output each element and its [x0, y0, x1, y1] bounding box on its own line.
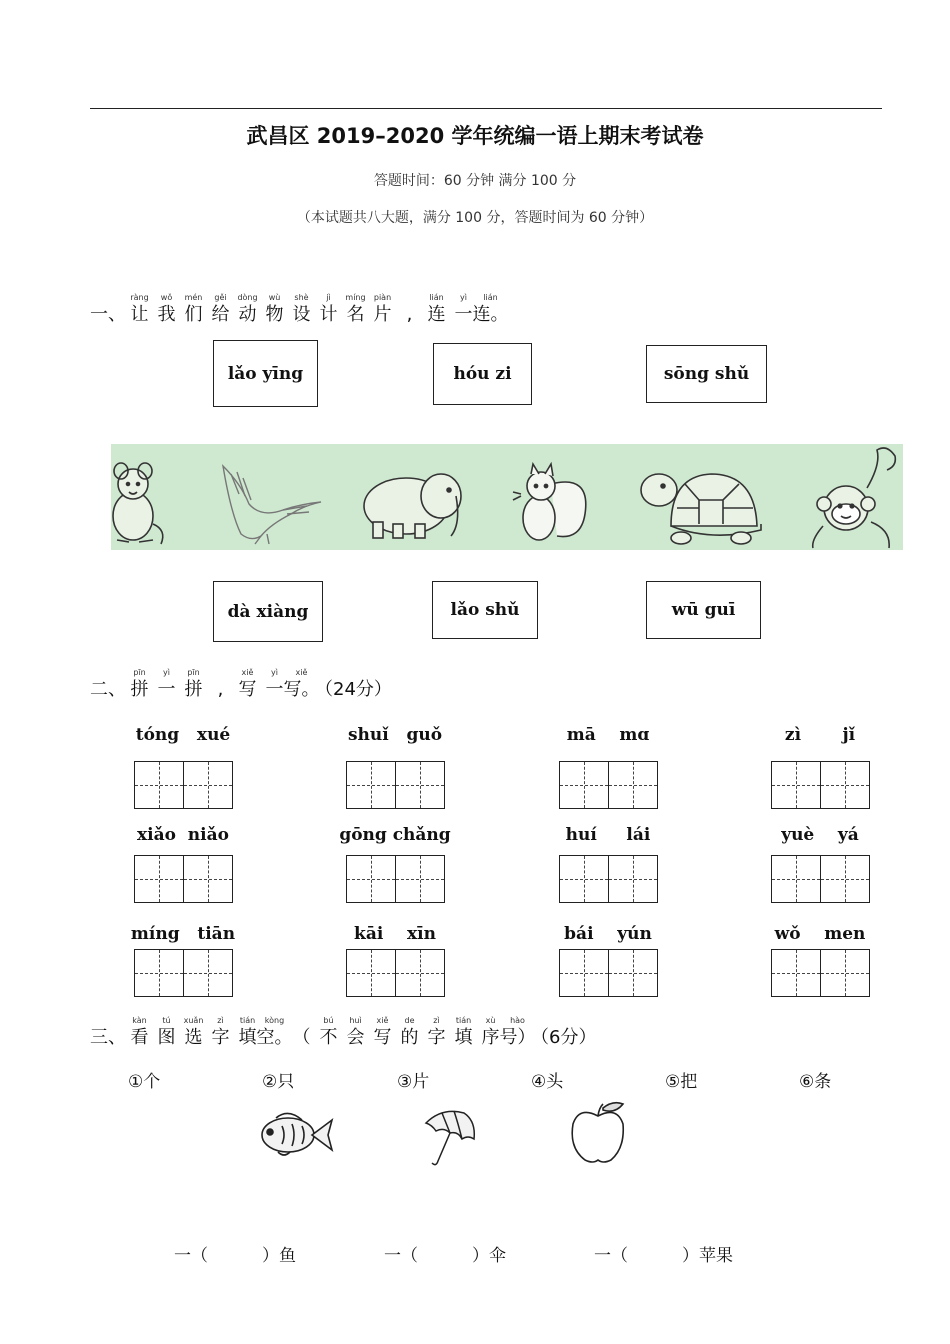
section1-char-6 [288, 293, 315, 327]
elephant-icon[interactable] [364, 474, 461, 538]
page-title: 武昌区 2019–2020 学年统编一语上期末考试卷 [246, 124, 704, 148]
writing-grid-2 [559, 761, 656, 809]
hanzi-character: 写。 [283, 679, 320, 700]
animal-band [111, 444, 903, 550]
eagle-icon[interactable] [223, 466, 321, 544]
pinyin-annotation: zì [217, 1016, 224, 1025]
section2-char-3 [207, 668, 234, 702]
writing-cell[interactable] [820, 949, 870, 997]
writing-cell[interactable] [608, 761, 658, 809]
pinyin-annotation: lián [429, 293, 444, 302]
pinyin-annotation: yì [460, 293, 467, 302]
mouse-icon[interactable] [113, 463, 163, 544]
hanzi-character: , [217, 679, 224, 700]
blank-fish[interactable]: 一（ ）鱼 [174, 1246, 297, 1266]
pinyin-annotation: xiě [295, 668, 308, 677]
writing-grid-1 [346, 761, 443, 809]
pinyin-word-3: zì jǐ [784, 725, 856, 745]
turtle-icon[interactable] [641, 474, 761, 544]
hanzi-character: 不 [319, 1027, 338, 1048]
pinyin-word-2: mā mɑ [566, 725, 650, 745]
option-3: ③片 [397, 1072, 430, 1092]
monkey-icon[interactable] [813, 448, 896, 548]
section3-char-8 [342, 1016, 369, 1050]
card-song-shu[interactable]: sōng shǔ [646, 345, 767, 403]
time-info: 答题时间：60 分钟 满分 100 分 [373, 173, 577, 189]
writing-cell[interactable] [183, 855, 233, 903]
writing-cell[interactable] [820, 855, 870, 903]
section1-char-1 [153, 293, 180, 327]
pinyin-annotation: tián [239, 1016, 256, 1025]
pinyin-annotation: hào [510, 1016, 525, 1025]
writing-cell[interactable] [559, 855, 609, 903]
hanzi-character: 连。 [472, 304, 509, 325]
pinyin-annotation: pīn [187, 668, 200, 677]
card-da-xiang[interactable]: dà xiàng [213, 581, 323, 642]
writing-cell[interactable] [608, 949, 658, 997]
hanzi-character: 片 [373, 304, 392, 325]
hanzi-character: 让 [130, 304, 149, 325]
writing-grid-8 [134, 949, 231, 997]
pinyin-word-0: tóng xué [135, 725, 231, 745]
writing-cell[interactable] [771, 949, 821, 997]
pinyin-annotation: xiě [376, 1016, 389, 1025]
writing-cell[interactable] [134, 761, 184, 809]
writing-cell[interactable] [559, 761, 609, 809]
section1-heading [90, 293, 509, 327]
section3-char-2 [180, 1016, 207, 1050]
section3-char-5 [256, 1016, 293, 1050]
blank-umbrella[interactable]: 一（ ）伞 [384, 1246, 507, 1266]
section2-prefix: 二、 [90, 679, 126, 700]
section3-char-3 [207, 1016, 234, 1050]
pinyin-annotation: míng [345, 293, 366, 302]
section1-char-2 [180, 293, 207, 327]
section2-char-0 [126, 668, 153, 702]
pinyin-annotation: dòng [237, 293, 258, 302]
hanzi-character: 的 [400, 1027, 419, 1048]
writing-cell[interactable] [395, 855, 445, 903]
writing-grid-9 [346, 949, 443, 997]
section1-char-10 [396, 293, 423, 327]
writing-grid-10 [559, 949, 656, 997]
section2-score: （24分） [315, 679, 392, 700]
hanzi-character: 设 [292, 304, 311, 325]
section3-heading [90, 1016, 596, 1050]
writing-grid-7 [771, 855, 868, 903]
writing-cell[interactable] [346, 855, 396, 903]
section1-char-4 [234, 293, 261, 327]
writing-cell[interactable] [346, 761, 396, 809]
writing-cell[interactable] [134, 855, 184, 903]
card-hou-zi[interactable]: hóu zi [433, 343, 532, 405]
section3-prefix: 三、 [90, 1027, 126, 1048]
top-rule [90, 108, 882, 109]
section1-char-11 [423, 293, 450, 327]
pinyin-annotation: pīn [133, 668, 146, 677]
umbrella-icon [422, 1107, 480, 1169]
hanzi-character: 图 [157, 1027, 176, 1048]
hanzi-character: 我 [157, 304, 176, 325]
hanzi-character: 序 [481, 1027, 500, 1048]
hanzi-character: , [406, 304, 413, 325]
pinyin-annotation: kàn [132, 1016, 147, 1025]
option-1: ①个 [128, 1072, 161, 1092]
section3-char-6 [288, 1016, 315, 1050]
pinyin-word-9: kāi xīn [354, 924, 436, 944]
hanzi-character: 选 [184, 1027, 203, 1048]
pinyin-word-11: wǒ men [774, 924, 866, 944]
section3-char-12 [450, 1016, 477, 1050]
option-2: ②只 [262, 1072, 295, 1092]
hanzi-character: 拼 [184, 679, 203, 700]
section3-char-11 [423, 1016, 450, 1050]
writing-cell[interactable] [559, 949, 609, 997]
writing-grid-5 [346, 855, 443, 903]
option-6: ⑥条 [799, 1072, 832, 1092]
section1-char-5 [261, 293, 288, 327]
section3-score: （6分） [531, 1027, 597, 1048]
pinyin-word-4: xiǎo niǎo [137, 825, 229, 845]
hanzi-character: 计 [319, 304, 338, 325]
fish-icon [256, 1108, 334, 1160]
writing-grid-0 [134, 761, 231, 809]
pinyin-annotation: xuǎn [183, 1016, 204, 1025]
apple-icon [567, 1100, 629, 1164]
section1-char-13 [472, 293, 509, 327]
section3-char-10 [396, 1016, 423, 1050]
hanzi-character: 写 [238, 679, 257, 700]
pinyin-annotation: huì [349, 1016, 362, 1025]
writing-cell[interactable] [820, 761, 870, 809]
section2-heading [90, 668, 392, 702]
hanzi-character: 填 [454, 1027, 473, 1048]
writing-cell[interactable] [608, 855, 658, 903]
pinyin-annotation: wù [268, 293, 281, 302]
hanzi-character: 拼 [130, 679, 149, 700]
section2-char-4 [234, 668, 261, 702]
writing-grid-3 [771, 761, 868, 809]
hanzi-character: 号） [499, 1027, 536, 1048]
option-5: ⑤把 [665, 1072, 698, 1092]
pinyin-annotation: xiě [241, 668, 254, 677]
pinyin-annotation: bú [323, 1016, 334, 1025]
section1-char-7 [315, 293, 342, 327]
writing-cell[interactable] [183, 761, 233, 809]
card-lao-ying[interactable]: lǎo yīng [213, 340, 318, 407]
writing-cell[interactable] [183, 949, 233, 997]
section1-prefix: 一、 [90, 304, 126, 325]
hanzi-character: 字 [427, 1027, 446, 1048]
pinyin-word-7: yuè yá [781, 825, 859, 845]
writing-cell[interactable] [134, 949, 184, 997]
hanzi-character: 看 [130, 1027, 149, 1048]
section3-char-7 [315, 1016, 342, 1050]
writing-cell[interactable] [395, 949, 445, 997]
blank-apple[interactable]: 一（ ）苹果 [594, 1246, 734, 1266]
pinyin-annotation: xù [485, 1016, 496, 1025]
hanzi-character: 们 [184, 304, 203, 325]
writing-grid-4 [134, 855, 231, 903]
hanzi-character: （ [292, 1027, 311, 1048]
pinyin-word-5: gōng chǎng [339, 825, 451, 845]
hanzi-character: 一 [454, 304, 473, 325]
pinyin-annotation: yì [163, 668, 170, 677]
pinyin-annotation: lián [483, 293, 498, 302]
option-4: ④头 [531, 1072, 564, 1092]
section1-char-8 [342, 293, 369, 327]
writing-cell[interactable] [771, 855, 821, 903]
pinyin-annotation: tián [455, 1016, 472, 1025]
hanzi-character: 动 [238, 304, 257, 325]
writing-cell[interactable] [771, 761, 821, 809]
writing-grid-11 [771, 949, 868, 997]
hanzi-character: 会 [346, 1027, 365, 1048]
writing-cell[interactable] [395, 761, 445, 809]
writing-cell[interactable] [346, 949, 396, 997]
section3-char-14 [499, 1016, 536, 1050]
card-lao-shu[interactable]: lǎo shǔ [432, 581, 538, 639]
section3-char-0 [126, 1016, 153, 1050]
pinyin-annotation: mén [184, 293, 203, 302]
pinyin-annotation: piàn [373, 293, 392, 302]
pinyin-annotation: jì [326, 293, 331, 302]
hanzi-character: 名 [346, 304, 365, 325]
pinyin-annotation: shè [294, 293, 309, 302]
hanzi-character: 物 [265, 304, 284, 325]
section1-char-0 [126, 293, 153, 327]
exam-note: （本试题共八大题，满分 100 分，答题时间为 60 分钟） [296, 210, 654, 226]
pinyin-annotation: de [404, 1016, 415, 1025]
section1-char-9 [369, 293, 396, 327]
squirrel-icon[interactable] [513, 464, 586, 540]
hanzi-character: 字 [211, 1027, 230, 1048]
card-wu-gui[interactable]: wū guī [646, 581, 761, 639]
pinyin-annotation: zì [433, 1016, 440, 1025]
hanzi-character: 一 [157, 679, 176, 700]
pinyin-annotation: gěi [214, 293, 227, 302]
section3-char-9 [369, 1016, 396, 1050]
hanzi-character: 连 [427, 304, 446, 325]
section1-char-3 [207, 293, 234, 327]
hanzi-character: 填 [238, 1027, 257, 1048]
section2-char-1 [153, 668, 180, 702]
hanzi-character: 一 [265, 679, 284, 700]
section2-char-2 [180, 668, 207, 702]
pinyin-annotation: kòng [264, 1016, 285, 1025]
section3-char-1 [153, 1016, 180, 1050]
pinyin-annotation: tú [162, 1016, 171, 1025]
hanzi-character: 空。 [256, 1027, 293, 1048]
writing-grid-6 [559, 855, 656, 903]
pinyin-annotation: ràng [130, 293, 149, 302]
hanzi-character: 写 [373, 1027, 392, 1048]
section2-char-6 [283, 668, 320, 702]
pinyin-word-1: shuǐ guǒ [347, 725, 443, 745]
pinyin-word-10: bái yún [564, 924, 652, 944]
pinyin-annotation: wǒ [160, 293, 173, 302]
pinyin-word-8: míng tiān [130, 924, 236, 944]
pinyin-word-6: huí lái [565, 825, 651, 845]
hanzi-character: 给 [211, 304, 230, 325]
pinyin-annotation: yì [271, 668, 278, 677]
